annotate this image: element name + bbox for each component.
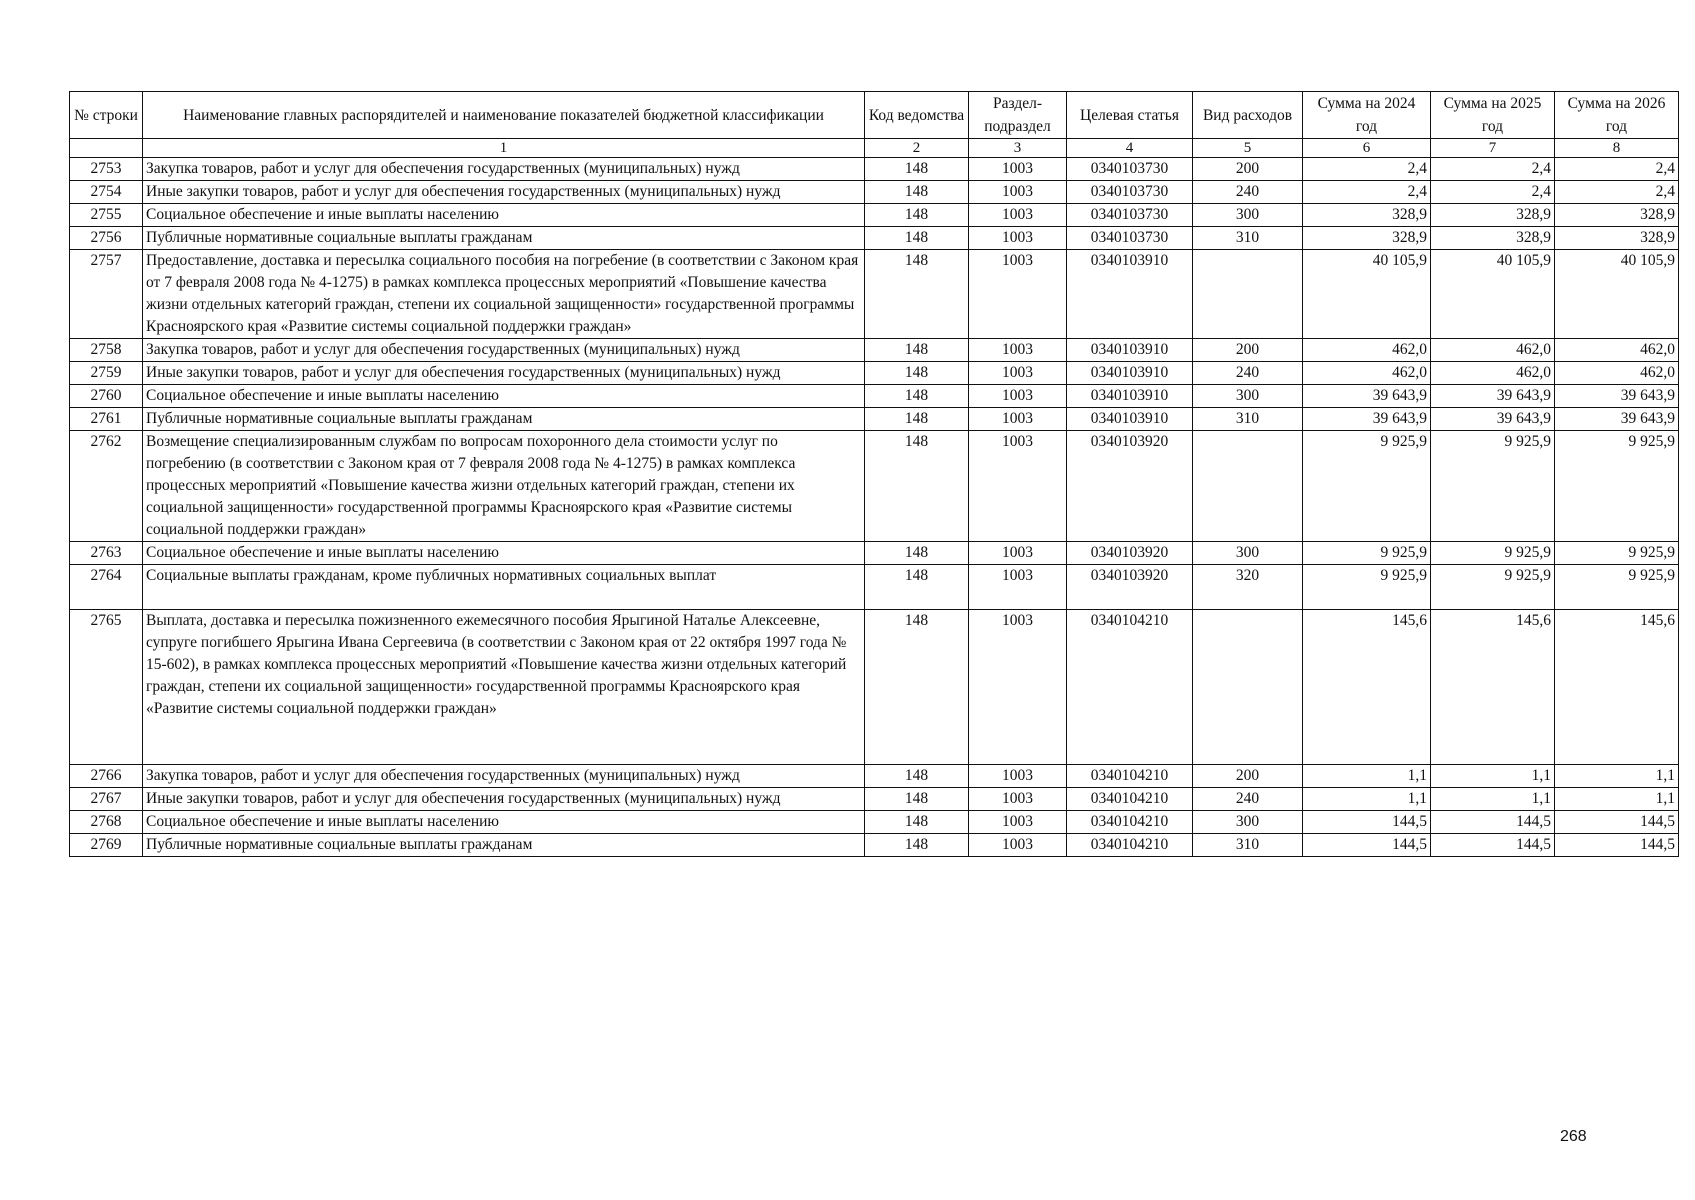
- sum-2025: 39 643,9: [1431, 385, 1555, 408]
- target-article: 0340103910: [1067, 250, 1193, 339]
- row-number: 2759: [70, 362, 143, 385]
- expense-type: 320: [1193, 565, 1303, 610]
- sum-2025: 144,5: [1431, 811, 1555, 834]
- section-code: 1003: [969, 811, 1067, 834]
- section-code: 1003: [969, 339, 1067, 362]
- column-number: 6: [1303, 139, 1431, 158]
- column-number: 5: [1193, 139, 1303, 158]
- section-code: 1003: [969, 250, 1067, 339]
- row-name: Социальное обеспечение и иные выплаты населению: [143, 811, 865, 834]
- column-number: 8: [1555, 139, 1679, 158]
- sum-2026: 144,5: [1555, 811, 1679, 834]
- expense-type: 300: [1193, 385, 1303, 408]
- table-row: [70, 408, 1679, 431]
- section-code: 1003: [969, 431, 1067, 542]
- section-code: 1003: [969, 765, 1067, 788]
- row-name: Публичные нормативные социальные выплаты гражданам: [143, 227, 865, 250]
- sum-2024: 462,0: [1303, 362, 1431, 385]
- expense-type: 300: [1193, 204, 1303, 227]
- dept-code: 148: [865, 811, 969, 834]
- column-number: 4: [1067, 139, 1193, 158]
- table-row: [70, 385, 1679, 408]
- row-number: 2758: [70, 339, 143, 362]
- sum-2024: 145,6: [1303, 610, 1431, 765]
- sum-2026: 39 643,9: [1555, 385, 1679, 408]
- target-article: 0340103910: [1067, 408, 1193, 431]
- sum-2025: 40 105,9: [1431, 250, 1555, 339]
- row-number: 2769: [70, 834, 143, 857]
- expense-type: 240: [1193, 181, 1303, 204]
- sum-2026: 1,1: [1555, 788, 1679, 811]
- dept-code: 148: [865, 250, 969, 339]
- page-number: 268: [1560, 1128, 1587, 1145]
- row-number: 2766: [70, 765, 143, 788]
- sum-2025: 328,9: [1431, 227, 1555, 250]
- target-article: 0340103920: [1067, 542, 1193, 565]
- sum-2026: 9 925,9: [1555, 565, 1679, 610]
- table-row: [70, 158, 1679, 181]
- expense-type: 200: [1193, 765, 1303, 788]
- dept-code: 148: [865, 610, 969, 765]
- row-number: 2754: [70, 181, 143, 204]
- column-number: 7: [1431, 139, 1555, 158]
- dept-code: 148: [865, 385, 969, 408]
- header-expense-type: Вид расходов: [1193, 92, 1303, 139]
- sum-2024: 9 925,9: [1303, 565, 1431, 610]
- sum-2026: 1,1: [1555, 765, 1679, 788]
- dept-code: 148: [865, 181, 969, 204]
- row-name: Возмещение специализированным службам по вопросам похоронного дела стоимости услуг по погребению (в соответствии с Законом края от 7 февраля 2008 года № 4-1275) в рамках комплекса процессных мероприятий «Повышение качества жизни отдельных категорий граждан, степени их социальной защищенности» государственной программы Красноярского края «Развитие системы социальной поддержки граждан»: [143, 431, 865, 542]
- sum-2024: 462,0: [1303, 339, 1431, 362]
- row-name: Публичные нормативные социальные выплаты гражданам: [143, 408, 865, 431]
- section-code: 1003: [969, 542, 1067, 565]
- column-number-blank: [70, 139, 143, 158]
- target-article: 0340103730: [1067, 204, 1193, 227]
- table-row: [70, 565, 1679, 610]
- sum-2025: 9 925,9: [1431, 565, 1555, 610]
- row-name: Закупка товаров, работ и услуг для обеспечения государственных (муниципальных) нужд: [143, 339, 865, 362]
- table-body: [70, 158, 1679, 857]
- expense-type: 240: [1193, 362, 1303, 385]
- sum-2025: 145,6: [1431, 610, 1555, 765]
- sum-2026: 328,9: [1555, 204, 1679, 227]
- expense-type: 200: [1193, 339, 1303, 362]
- row-number: 2761: [70, 408, 143, 431]
- row-number: 2757: [70, 250, 143, 339]
- expense-type: 240: [1193, 788, 1303, 811]
- header-row: [70, 92, 1679, 139]
- target-article: 0340103730: [1067, 227, 1193, 250]
- row-name: Публичные нормативные социальные выплаты гражданам: [143, 834, 865, 857]
- sum-2026: 9 925,9: [1555, 431, 1679, 542]
- sum-2025: 2,4: [1431, 181, 1555, 204]
- target-article: 0340103730: [1067, 181, 1193, 204]
- target-article: 0340103920: [1067, 431, 1193, 542]
- sum-2025: 462,0: [1431, 362, 1555, 385]
- column-number: 2: [865, 139, 969, 158]
- sum-2025: 328,9: [1431, 204, 1555, 227]
- row-name: Иные закупки товаров, работ и услуг для обеспечения государственных (муниципальных) нужд: [143, 181, 865, 204]
- header-name: Наименование главных распорядителей и наименование показателей бюджетной классификации: [143, 92, 865, 139]
- target-article: 0340103910: [1067, 385, 1193, 408]
- target-article: 0340103730: [1067, 158, 1193, 181]
- row-name: Закупка товаров, работ и услуг для обеспечения государственных (муниципальных) нужд: [143, 765, 865, 788]
- sum-2024: 39 643,9: [1303, 385, 1431, 408]
- sum-2024: 9 925,9: [1303, 431, 1431, 542]
- header-target-article: Целевая статья: [1067, 92, 1193, 139]
- expense-type: 300: [1193, 542, 1303, 565]
- table-row: [70, 811, 1679, 834]
- row-name: Закупка товаров, работ и услуг для обеспечения государственных (муниципальных) нужд: [143, 158, 865, 181]
- expense-type: [1193, 431, 1303, 542]
- header-row-number: № строки: [70, 92, 143, 139]
- column-number-row: [70, 139, 1679, 158]
- section-code: 1003: [969, 362, 1067, 385]
- table-row: [70, 250, 1679, 339]
- sum-2024: 9 925,9: [1303, 542, 1431, 565]
- row-name: Социальные выплаты гражданам, кроме публичных нормативных социальных выплат: [143, 565, 865, 610]
- sum-2026: 2,4: [1555, 181, 1679, 204]
- sum-2026: 462,0: [1555, 339, 1679, 362]
- sum-2024: 144,5: [1303, 811, 1431, 834]
- sum-2024: 39 643,9: [1303, 408, 1431, 431]
- sum-2025: 144,5: [1431, 834, 1555, 857]
- row-name: Социальное обеспечение и иные выплаты населению: [143, 385, 865, 408]
- dept-code: 148: [865, 408, 969, 431]
- dept-code: 148: [865, 431, 969, 542]
- sum-2024: 2,4: [1303, 181, 1431, 204]
- dept-code: 148: [865, 834, 969, 857]
- expense-type: [1193, 250, 1303, 339]
- row-number: 2765: [70, 610, 143, 765]
- section-code: 1003: [969, 610, 1067, 765]
- dept-code: 148: [865, 158, 969, 181]
- budget-table: [69, 91, 1679, 857]
- row-name: Социальное обеспечение и иные выплаты населению: [143, 204, 865, 227]
- dept-code: 148: [865, 788, 969, 811]
- expense-type: 310: [1193, 834, 1303, 857]
- section-code: 1003: [969, 788, 1067, 811]
- sum-2026: 40 105,9: [1555, 250, 1679, 339]
- target-article: 0340104210: [1067, 765, 1193, 788]
- dept-code: 148: [865, 204, 969, 227]
- dept-code: 148: [865, 227, 969, 250]
- table-row: [70, 431, 1679, 542]
- column-number: 1: [143, 139, 865, 158]
- row-number: 2760: [70, 385, 143, 408]
- table-row: [70, 542, 1679, 565]
- target-article: 0340104210: [1067, 834, 1193, 857]
- table-row: [70, 181, 1679, 204]
- section-code: 1003: [969, 834, 1067, 857]
- sum-2026: 144,5: [1555, 834, 1679, 857]
- expense-type: 310: [1193, 227, 1303, 250]
- expense-type: 200: [1193, 158, 1303, 181]
- target-article: 0340103910: [1067, 362, 1193, 385]
- sum-2025: 9 925,9: [1431, 542, 1555, 565]
- target-article: 0340103910: [1067, 339, 1193, 362]
- table-row: [70, 227, 1679, 250]
- sum-2026: 328,9: [1555, 227, 1679, 250]
- row-number: 2764: [70, 565, 143, 610]
- target-article: 0340104210: [1067, 811, 1193, 834]
- sum-2024: 144,5: [1303, 834, 1431, 857]
- header-dept-code: Код ведомства: [865, 92, 969, 139]
- table-row: [70, 788, 1679, 811]
- section-code: 1003: [969, 158, 1067, 181]
- row-number: 2767: [70, 788, 143, 811]
- row-number: 2755: [70, 204, 143, 227]
- row-number: 2756: [70, 227, 143, 250]
- dept-code: 148: [865, 339, 969, 362]
- section-code: 1003: [969, 181, 1067, 204]
- sum-2026: 2,4: [1555, 158, 1679, 181]
- header-sum-2024: Сумма на 2024 год: [1303, 92, 1431, 139]
- sum-2024: 40 105,9: [1303, 250, 1431, 339]
- sum-2025: 1,1: [1431, 765, 1555, 788]
- target-article: 0340104210: [1067, 610, 1193, 765]
- sum-2024: 1,1: [1303, 765, 1431, 788]
- sum-2025: 39 643,9: [1431, 408, 1555, 431]
- row-name: Выплата, доставка и пересылка пожизненного ежемесячного пособия Ярыгиной Наталье Алексеевне, супруге погибшего Ярыгина Ивана Сергеевича (в соответствии с Законом края от 22 октября 1997 года № 15-602), в рамках комплекса процессных мероприятий «Повышение качества жизни отдельных категорий граждан, степени их социальной защищенности» государственной программы Красноярского края «Развитие системы социальной поддержки граждан»: [143, 610, 865, 765]
- table-row: [70, 610, 1679, 765]
- expense-type: 300: [1193, 811, 1303, 834]
- column-number: 3: [969, 139, 1067, 158]
- sum-2024: 2,4: [1303, 158, 1431, 181]
- target-article: 0340104210: [1067, 788, 1193, 811]
- sum-2025: 462,0: [1431, 339, 1555, 362]
- sum-2024: 1,1: [1303, 788, 1431, 811]
- row-name: Социальное обеспечение и иные выплаты населению: [143, 542, 865, 565]
- sum-2026: 39 643,9: [1555, 408, 1679, 431]
- table-row: [70, 362, 1679, 385]
- section-code: 1003: [969, 565, 1067, 610]
- sum-2026: 462,0: [1555, 362, 1679, 385]
- table-row: [70, 339, 1679, 362]
- row-name: Иные закупки товаров, работ и услуг для обеспечения государственных (муниципальных) нужд: [143, 362, 865, 385]
- row-name: Предоставление, доставка и пересылка социального пособия на погребение (в соответствии с Законом края от 7 февраля 2008 года № 4-1275) в рамках комплекса процессных мероприятий «Повышение качества жизни отдельных категорий граждан, степени их социальной защищенности» государственной программы Красноярского края «Развитие системы социальной поддержки граждан»: [143, 250, 865, 339]
- row-number: 2763: [70, 542, 143, 565]
- table-row: [70, 834, 1679, 857]
- header-section: Раздел-подраздел: [969, 92, 1067, 139]
- sum-2025: 1,1: [1431, 788, 1555, 811]
- sum-2026: 9 925,9: [1555, 542, 1679, 565]
- row-name: Иные закупки товаров, работ и услуг для обеспечения государственных (муниципальных) нужд: [143, 788, 865, 811]
- sum-2025: 2,4: [1431, 158, 1555, 181]
- sum-2025: 9 925,9: [1431, 431, 1555, 542]
- sum-2024: 328,9: [1303, 227, 1431, 250]
- sum-2024: 328,9: [1303, 204, 1431, 227]
- row-number: 2768: [70, 811, 143, 834]
- header-sum-2026: Сумма на 2026 год: [1555, 92, 1679, 139]
- expense-type: [1193, 610, 1303, 765]
- target-article: 0340103920: [1067, 565, 1193, 610]
- section-code: 1003: [969, 408, 1067, 431]
- header-sum-2025: Сумма на 2025 год: [1431, 92, 1555, 139]
- sum-2026: 145,6: [1555, 610, 1679, 765]
- dept-code: 148: [865, 362, 969, 385]
- dept-code: 148: [865, 565, 969, 610]
- dept-code: 148: [865, 542, 969, 565]
- row-number: 2762: [70, 431, 143, 542]
- row-number: 2753: [70, 158, 143, 181]
- expense-type: 310: [1193, 408, 1303, 431]
- table-row: [70, 204, 1679, 227]
- section-code: 1003: [969, 204, 1067, 227]
- section-code: 1003: [969, 227, 1067, 250]
- section-code: 1003: [969, 385, 1067, 408]
- table-row: [70, 765, 1679, 788]
- dept-code: 148: [865, 765, 969, 788]
